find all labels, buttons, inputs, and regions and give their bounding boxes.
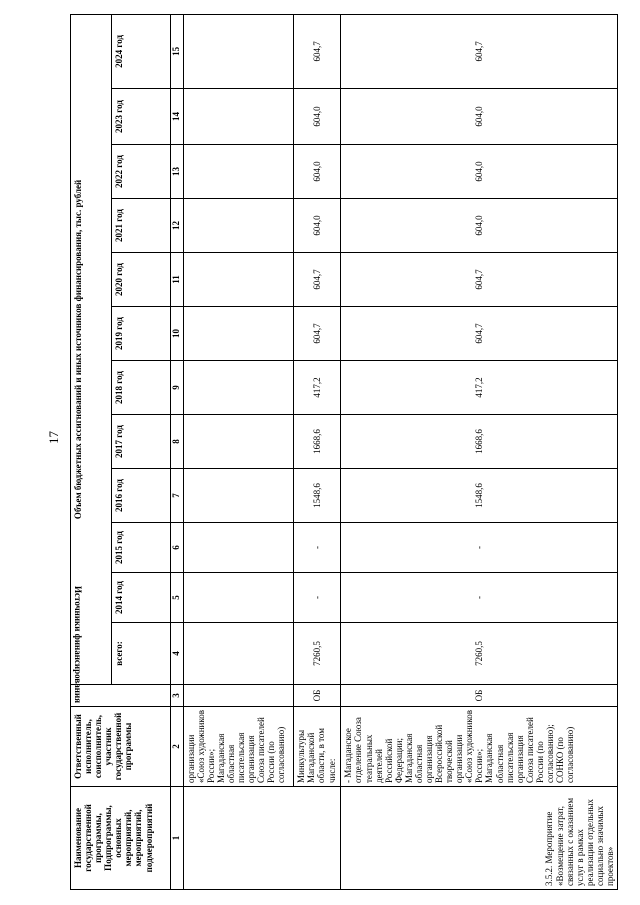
row-source: [183, 685, 294, 707]
col-number: 3: [171, 685, 183, 707]
row-value: 604,0: [294, 145, 341, 199]
row-value: 604,0: [294, 199, 341, 253]
row-value: [183, 623, 294, 685]
col-number: 11: [171, 253, 183, 307]
col-number: 1: [171, 787, 183, 890]
funding-table: [70, 14, 618, 890]
row-value: 604,7: [294, 14, 341, 88]
col-number: 5: [171, 573, 183, 623]
row-value: [183, 89, 294, 145]
header-year-2014: 2014 год: [111, 573, 170, 623]
row-value: 7260,5: [294, 623, 341, 685]
col-number: 6: [171, 523, 183, 573]
row-source: ОБ: [341, 685, 618, 707]
row-source: ОБ: [294, 685, 341, 707]
header-year-2017: 2017 год: [111, 415, 170, 469]
row-value: -: [294, 523, 341, 573]
table-row: [183, 14, 294, 889]
row-value: 604,7: [341, 14, 618, 88]
column-number-row: [171, 14, 183, 889]
col-number: 14: [171, 89, 183, 145]
header-year-2018: 2018 год: [111, 361, 170, 415]
header-year-2021: 2021 год: [111, 199, 170, 253]
header-year-2016: 2016 год: [111, 469, 170, 523]
col-number: 2: [171, 707, 183, 787]
header-year-2024: 2024 год: [111, 14, 170, 88]
funding-table-wrapper: [70, 15, 618, 890]
row-value: 604,0: [341, 199, 618, 253]
row-value: [183, 573, 294, 623]
row-value: 417,2: [294, 361, 341, 415]
row-value: [183, 199, 294, 253]
row-value: 604,7: [294, 307, 341, 361]
row-value: 604,7: [341, 253, 618, 307]
row-value: [183, 145, 294, 199]
col-number: 8: [171, 415, 183, 469]
header-total: всего:: [111, 623, 170, 685]
row-value: 604,7: [341, 307, 618, 361]
row-value: 7260,5: [341, 623, 618, 685]
row-executor: - Магаданское отделение Союза театральных деятелей Российской Федерации; Магаданская областная организация Всероссийской творческой организации «Союз художников России»; Магаданская областная писательская организация Союза писателей России (по согласованию); СОНКО (по согласованию): [341, 707, 618, 787]
row-name: [183, 787, 341, 890]
row-value: 604,0: [341, 145, 618, 199]
row-value: 604,0: [294, 89, 341, 145]
header-year-2015: 2015 год: [111, 523, 170, 573]
header-year-2019: 2019 год: [111, 307, 170, 361]
row-value: [183, 307, 294, 361]
col-number: 4: [171, 623, 183, 685]
row-value: [183, 14, 294, 88]
row-name: 3.5.2. Мероприятие «Возмещение затрат, связанных с оказанием услуг в рамках реализации отдельных социально значимых проектов»: [341, 787, 618, 890]
col-number: 15: [171, 14, 183, 88]
row-value: 604,0: [341, 89, 618, 145]
row-value: [183, 469, 294, 523]
header-funding-source: Источники финансирования: [71, 685, 171, 707]
row-value: 1668,6: [294, 415, 341, 469]
row-value: [183, 253, 294, 307]
header-year-2023: 2023 год: [111, 89, 170, 145]
col-number: 13: [171, 145, 183, 199]
row-executor: Минкультуры Магаданской области, в том числе:: [294, 707, 341, 787]
row-value: [183, 523, 294, 573]
row-executor: организации «Союз художников России»; Магаданская областная писательская организация Союза писателей России (по согласованию): [183, 707, 294, 787]
table-row: [341, 14, 618, 889]
header-funding-volume: Объем бюджетных ассигнований и иных источников финансирования, тыс. рублей: [71, 14, 112, 684]
header-executor: Ответственный исполнитель, соисполнитель, участник государственной программы: [71, 707, 171, 787]
row-value: 1668,6: [341, 415, 618, 469]
row-value: -: [341, 573, 618, 623]
page-number: 17: [46, 431, 61, 444]
row-value: -: [341, 523, 618, 573]
header-program-name: Наименование государственной программы, Подпрограммы, основных мероприятий, мероприятий, подмероприятий: [71, 787, 171, 890]
row-value: [183, 361, 294, 415]
col-number: 9: [171, 361, 183, 415]
row-value: [183, 415, 294, 469]
row-value: -: [294, 573, 341, 623]
col-number: 12: [171, 199, 183, 253]
col-number: 7: [171, 469, 183, 523]
col-number: 10: [171, 307, 183, 361]
row-value: 1548,6: [294, 469, 341, 523]
row-value: 417,2: [341, 361, 618, 415]
table-row: [294, 14, 341, 889]
row-value: 1548,6: [341, 469, 618, 523]
header-year-2020: 2020 год: [111, 253, 170, 307]
row-value: 604,7: [294, 253, 341, 307]
header-year-2022: 2022 год: [111, 145, 170, 199]
